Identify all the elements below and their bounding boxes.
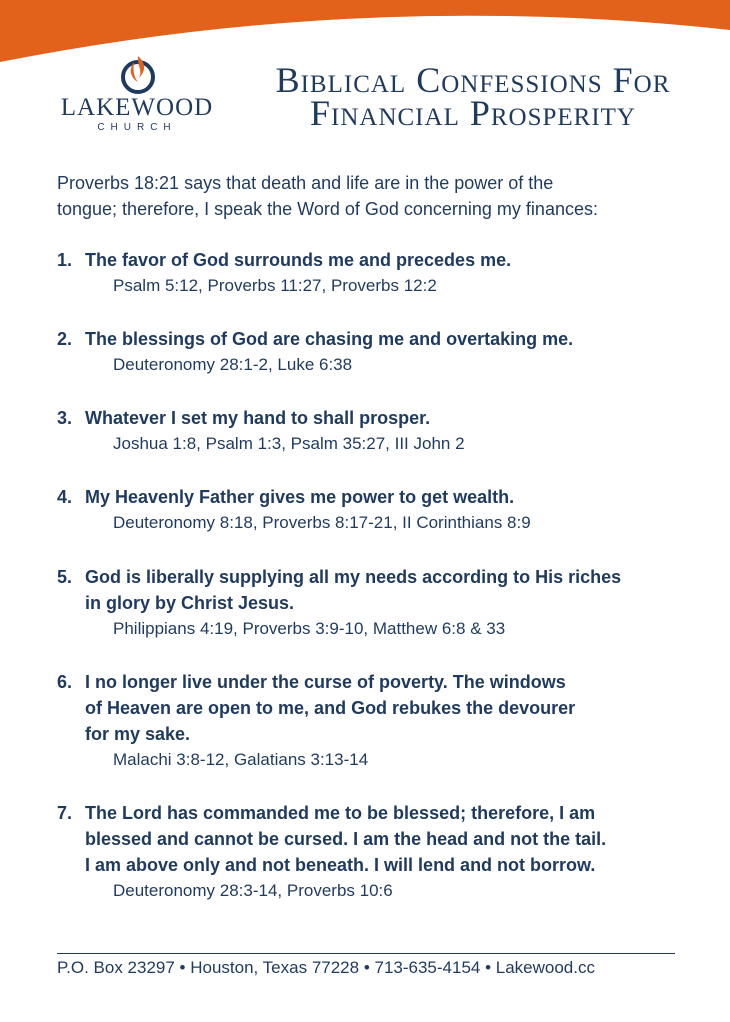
confession-item: [57, 326, 697, 377]
logo-subtitle: CHURCH: [97, 122, 177, 133]
confession-number: 3.: [57, 408, 73, 428]
confession-line: I am above only and not beneath. I will lend and not borrow.: [85, 855, 596, 875]
confession-line: My Heavenly Father gives me power to get wealth.: [85, 487, 515, 507]
confession-text: [85, 405, 697, 431]
confession-number: 1.: [57, 250, 73, 270]
confession-item: [57, 564, 697, 641]
confession-number: 4.: [57, 487, 73, 507]
footer-contact: P.O. Box 23297 • Houston, Texas 77228 • 713-635-4154 • Lakewood.cc: [57, 958, 595, 977]
confession-number: 5.: [57, 567, 73, 587]
title-line-1: Biblical Confessions For: [275, 60, 671, 100]
confession-line: for my sake.: [85, 724, 191, 744]
scripture-references: Deuteronomy 28:3-14, Proverbs 10:6: [113, 881, 393, 900]
scripture-references: Joshua 1:8, Psalm 1:3, Psalm 35:27, III John 2: [113, 434, 465, 453]
confession-line: blessed and cannot be cursed. I am the head and not the tail.: [85, 829, 607, 849]
logo-name: LAKEWOOD: [60, 94, 214, 121]
flame-globe-icon: [117, 52, 159, 94]
confession-item: [57, 800, 697, 903]
confession-line: of Heaven are open to me, and God rebukes the devourer: [85, 698, 576, 718]
intro-line-2: tongue; therefore, I speak the Word of God concerning my finances:: [57, 199, 598, 219]
confession-text: [85, 326, 697, 352]
confession-item: [57, 669, 697, 772]
confession-text: [85, 564, 697, 616]
page-title: [228, 60, 718, 133]
confession-item: [57, 484, 697, 535]
confession-line: The favor of God surrounds me and precedes me.: [85, 250, 512, 270]
scripture-references: Psalm 5:12, Proverbs 11:27, Proverbs 12:2: [113, 276, 437, 295]
confession-text: [85, 484, 697, 510]
confession-line: Whatever I set my hand to shall prosper.: [85, 408, 431, 428]
confession-text: [85, 800, 697, 878]
title-line-2: Financial Prosperity: [310, 93, 636, 133]
confession-line: The Lord has commanded me to be blessed; therefore, I am: [85, 803, 596, 823]
confession-line: I no longer live under the curse of poverty. The windows: [85, 672, 566, 692]
confession-line: God is liberally supplying all my needs according to His riches: [85, 567, 622, 587]
confession-line: The blessings of God are chasing me and overtaking me.: [85, 329, 574, 349]
confession-line: in glory by Christ Jesus.: [85, 593, 295, 613]
scripture-references: Malachi 3:8-12, Galatians 3:13-14: [113, 750, 369, 769]
confession-text: [85, 247, 697, 273]
intro-line-1: Proverbs 18:21 says that death and life are in the power of the: [57, 173, 554, 193]
scripture-references: Deuteronomy 28:1-2, Luke 6:38: [113, 355, 353, 374]
intro-paragraph: [57, 170, 697, 222]
confession-item: [57, 247, 697, 298]
scripture-references: Deuteronomy 8:18, Proverbs 8:17-21, II Corinthians 8:9: [113, 513, 531, 532]
confession-number: 7.: [57, 803, 73, 823]
confession-item: [57, 405, 697, 456]
confession-number: 6.: [57, 672, 73, 692]
lakewood-logo: [54, 52, 220, 134]
scripture-references: Philippians 4:19, Proverbs 3:9-10, Matthew 6:8 & 33: [113, 619, 506, 638]
confession-text: [85, 669, 697, 747]
footer-divider: [57, 953, 675, 954]
confession-number: 2.: [57, 329, 73, 349]
